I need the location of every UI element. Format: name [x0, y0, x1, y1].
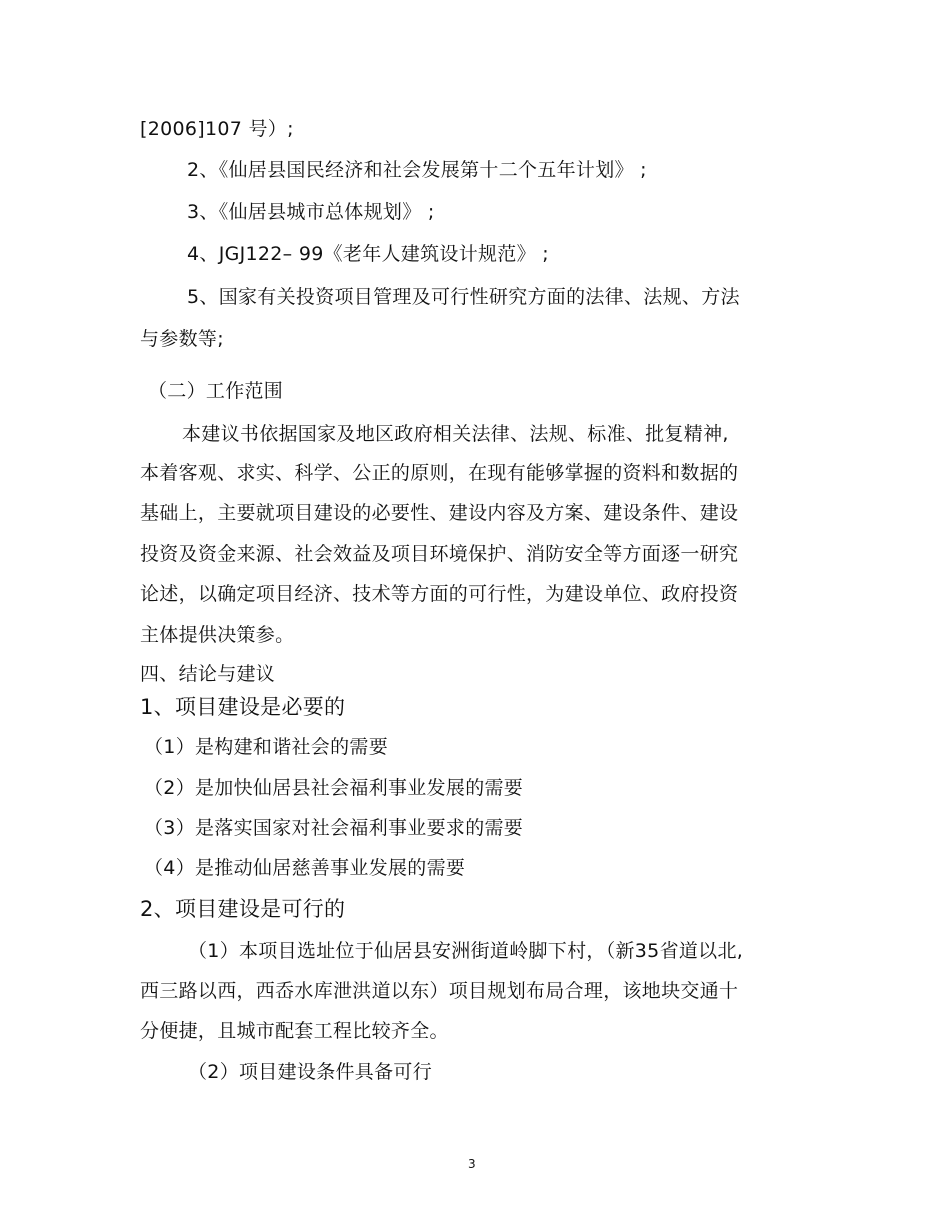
conclusion-heading-feasible: 2、项目建设是可行的: [140, 897, 346, 921]
paragraph-line: 投资及资金来源、社会效益及项目环境保护、消防安全等方面逐一研究: [140, 543, 739, 565]
feasibility-item: （2）项目建设条件具备可行: [188, 1061, 432, 1083]
conclusion-heading-necessary: 1、项目建设是必要的: [140, 695, 346, 719]
paragraph-line: 本着客观、求实、科学、公正的原则，在现有能够掌握的资料和数据的: [140, 462, 739, 484]
conclusion-item: （1）是构建和谐社会的需要: [144, 736, 388, 758]
reference-item-3: 3、《仙居县城市总体规划》 ;: [187, 201, 435, 223]
reference-item-5: 5、国家有关投资项目管理及可行性研究方面的法律、法规、方法: [187, 286, 740, 308]
reference-continuation: [2006]107 号）;: [140, 118, 294, 140]
reference-item-2: 2、《仙居县国民经济和社会发展第十二个五年计划》 ;: [187, 159, 647, 181]
conclusion-item: （4）是推动仙居慈善事业发展的需要: [144, 857, 466, 879]
feasibility-paragraph-line: 西三路以西，西岙水库泄洪道以东）项目规划布局合理，该地块交通十: [140, 980, 739, 1002]
feasibility-paragraph-line: 分便捷，且城市配套工程比较齐全。: [140, 1020, 449, 1042]
feasibility-paragraph-line: （1）本项目选址位于仙居县安洲街道岭脚下村，（新35省道以北,: [188, 940, 744, 962]
paragraph-line: 主体提供决策参。: [140, 624, 295, 646]
section-heading-work-scope: （二）工作范围: [148, 380, 284, 402]
conclusion-item: （3）是落实国家对社会福利事业要求的需要: [144, 817, 524, 839]
paragraph-line: 基础上，主要就项目建设的必要性、建设内容及方案、建设条件、建设: [140, 502, 739, 524]
paragraph-line: 论述，以确定项目经济、技术等方面的可行性，为建设单位、政府投资: [140, 583, 739, 605]
paragraph-line: 本建议书依据国家及地区政府相关法律、法规、标准、批复精神,: [182, 423, 729, 445]
section-heading-conclusion: 四、结论与建议: [140, 663, 276, 685]
reference-item-4: 4、JGJ122– 99《老年人建筑设计规范》 ;: [187, 243, 549, 265]
page-number: 3: [468, 1157, 476, 1171]
conclusion-item: （2）是加快仙居县社会福利事业发展的需要: [144, 777, 524, 799]
reference-item-5-continuation: 与参数等;: [140, 328, 224, 350]
